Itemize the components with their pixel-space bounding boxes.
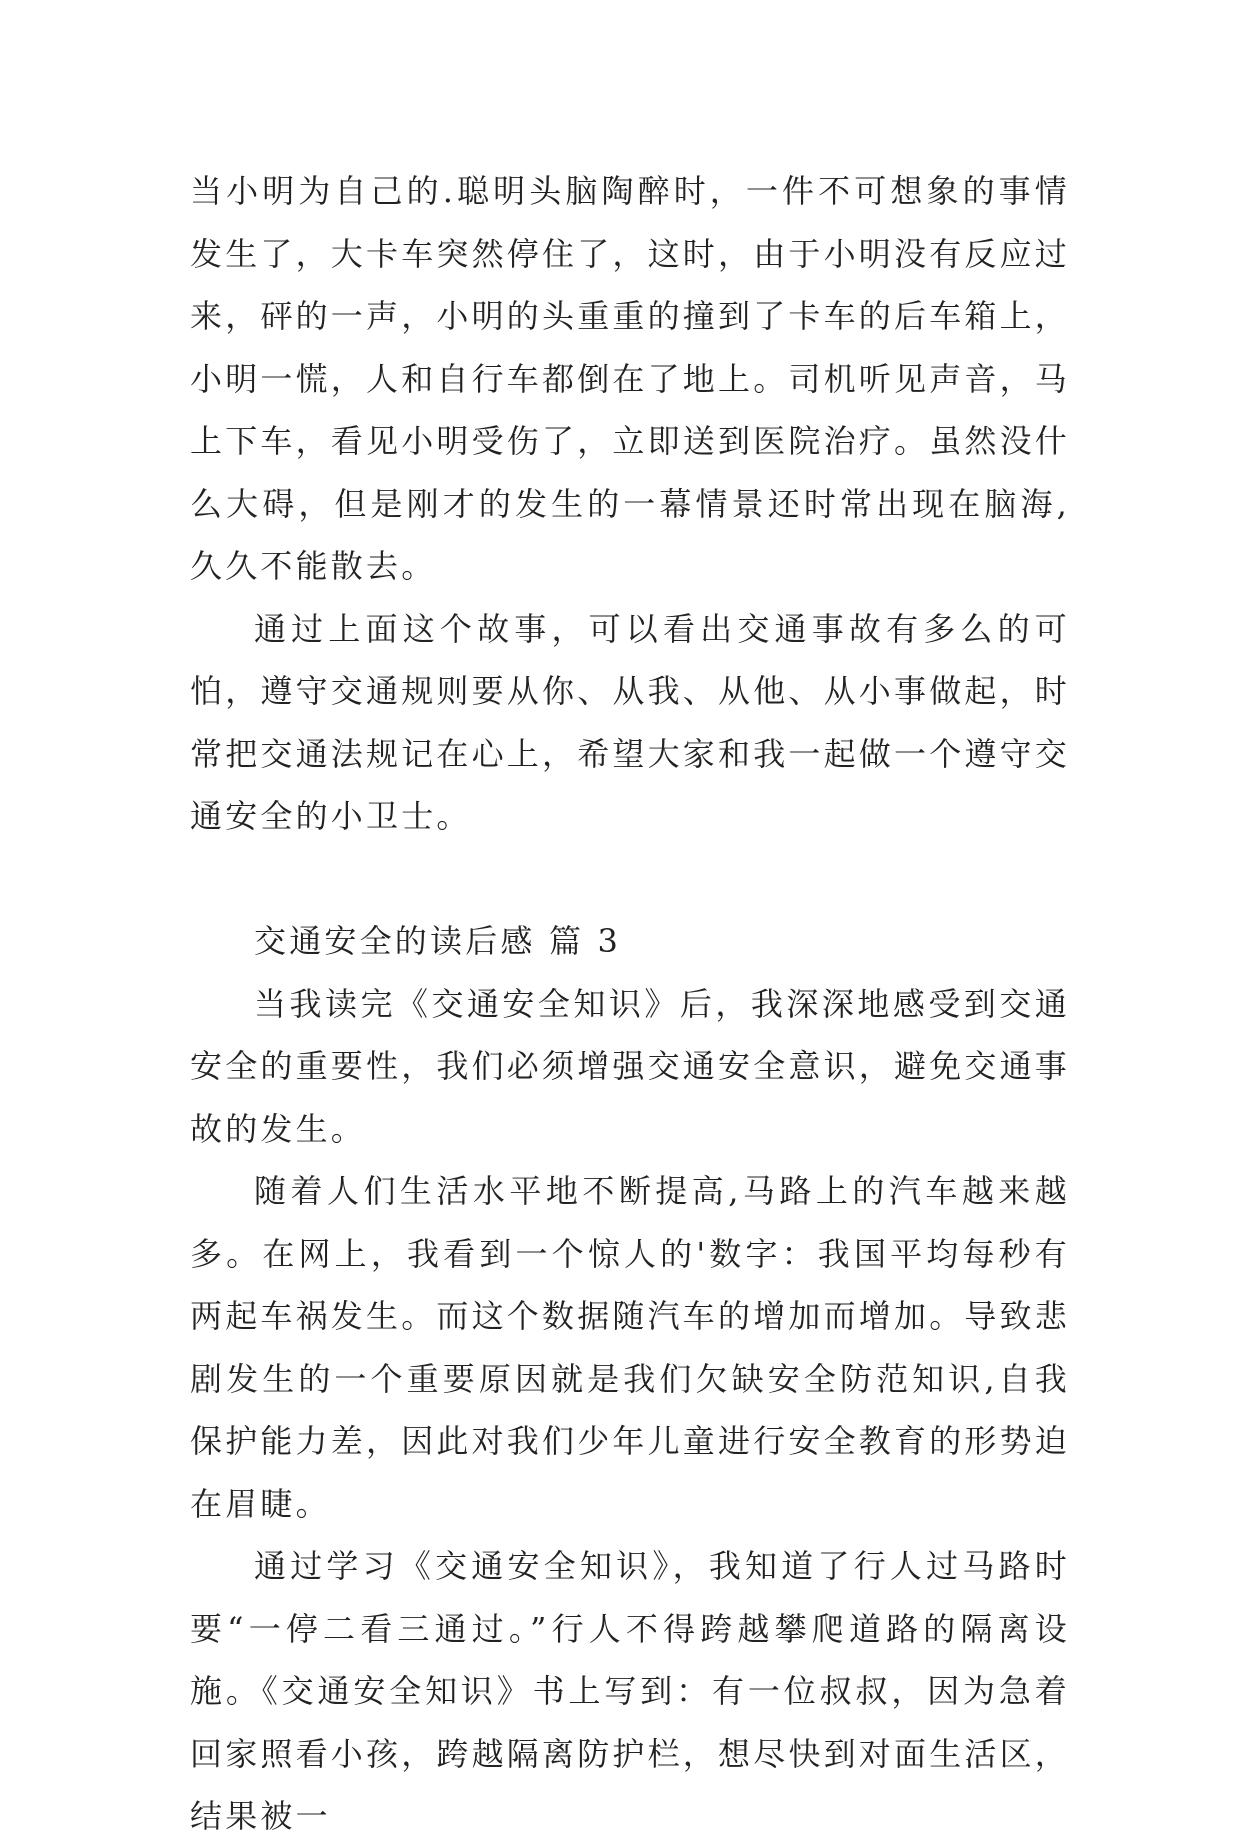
document-body — [190, 160, 1070, 1848]
paragraph-learning: 通过学习《交通安全知识》，我知道了行人过马路时要“一停二看三通过。”行人不得跨越攀爬道路的隔离设施。《交通安全知识》书上写到：有一位叔叔，因为急着回家照看小孩，跨越隔离防护栏，想尽快到对面生活区，结果被一 — [190, 1547, 1071, 1835]
paragraph-statistics: 随着人们生活水平地不断提高,马路上的汽车越来越多。在网上，我看到一个惊人的'数字：我国平均每秒有两起车祸发生。而这个数据随汽车的增加而增加。导致悲剧发生的一个重要原因就是我们欠缺安全防范知识,自我保护能力差，因此对我们少年儿童进行安全教育的形势迫在眉睫。 — [190, 1172, 1071, 1523]
section-heading: 交通安全的读后感 篇 3 — [254, 922, 622, 960]
paragraph-intro: 当我读完《交通安全知识》后，我深深地感受到交通安全的重要性，我们必须增强交通安全意识，避免交通事故的发生。 — [190, 984, 1071, 1148]
paragraph-story-continuation: 当小明为自己的.聪明头脑陶醉时，一件不可想象的事情发生了，大卡车突然停住了，这时，由于小明没有反应过来，砰的一声，小明的头重重的撞到了卡车的后车箱上，小明一慌，人和自行车都倒在了地上。司机听见声音，马上下车，看见小明受伤了，立即送到医院治疗。虽然没什么大碍，但是刚才的发生的一幕情景还时常出现在脑海,久久不能散去。 — [190, 172, 1071, 585]
section-spacer — [190, 848, 1070, 911]
paragraph-story-conclusion: 通过上面这个故事，可以看出交通事故有多么的可怕，遵守交通规则要从你、从我、从他、从小事做起，时常把交通法规记在心上，希望大家和我一起做一个遵守交通安全的小卫士。 — [190, 609, 1071, 835]
